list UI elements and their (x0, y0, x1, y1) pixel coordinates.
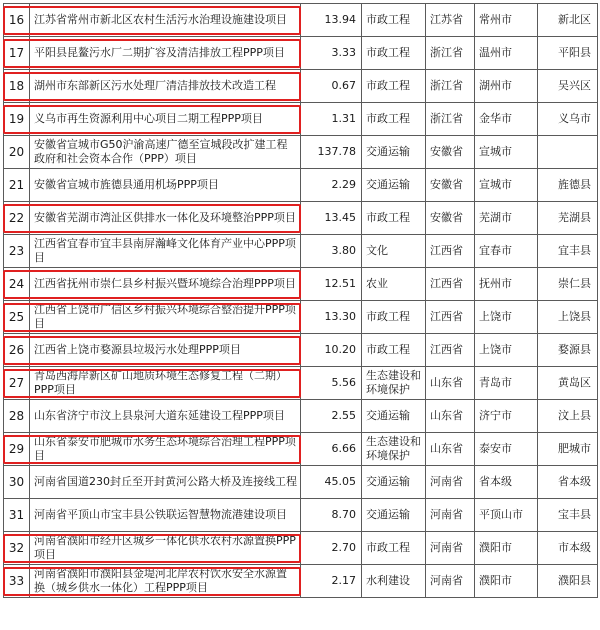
row-number-cell: 26 (4, 334, 30, 367)
province-cell: 山东省 (426, 367, 475, 400)
county-cell: 宝丰县 (538, 499, 598, 532)
city-cell: 温州市 (475, 37, 538, 70)
county-cell: 崇仁县 (538, 268, 598, 301)
industry-category-cell: 交通运输 (362, 136, 426, 169)
table-row (4, 202, 598, 235)
investment-amount-cell: 0.67 (301, 70, 362, 103)
project-name-cell: 义乌市再生资源利用中心项目二期工程PPP项目 (30, 103, 301, 136)
project-name-cell: 安徽省芜湖市湾沚区供排水一体化及环境整治PPP项目 (30, 202, 301, 235)
table-row (4, 103, 598, 136)
project-name-cell: 山东省济宁市汶上县泉河大道东延建设工程PPP项目 (30, 400, 301, 433)
investment-amount-cell: 5.56 (301, 367, 362, 400)
county-cell (538, 136, 598, 169)
project-name-cell: 河南省濮阳市经开区城乡一体化供水农村水源置换PPP项目 (30, 532, 301, 565)
table-row (4, 136, 598, 169)
province-cell: 江西省 (426, 268, 475, 301)
investment-amount-cell: 45.05 (301, 466, 362, 499)
table-row (4, 400, 598, 433)
province-cell: 河南省 (426, 466, 475, 499)
project-name-cell: 湖州市东部新区污水处理厂清洁排放技术改造工程 (30, 70, 301, 103)
project-name-cell: 安徽省宣城市G50沪渝高速广德至宣城段改扩建工程政府和社会资本合作（PPP）项目 (30, 136, 301, 169)
city-cell: 平顶山市 (475, 499, 538, 532)
industry-category-cell: 生态建设和环境保护 (362, 433, 426, 466)
row-number-cell: 18 (4, 70, 30, 103)
county-cell: 市本级 (538, 532, 598, 565)
project-name-cell: 平阳县昆鳌污水厂二期扩容及清洁排放工程PPP项目 (30, 37, 301, 70)
industry-category-cell: 市政工程 (362, 4, 426, 37)
row-number-cell: 17 (4, 37, 30, 70)
table-row (4, 4, 598, 37)
city-cell: 省本级 (475, 466, 538, 499)
table-row (4, 169, 598, 202)
row-number-cell: 32 (4, 532, 30, 565)
table-row (4, 466, 598, 499)
project-name-cell: 江西省宜春市宜丰县南屏瀚峰文化体育产业中心PPP项目 (30, 235, 301, 268)
province-cell: 江西省 (426, 334, 475, 367)
industry-category-cell: 市政工程 (362, 532, 426, 565)
county-cell: 黄岛区 (538, 367, 598, 400)
city-cell: 泰安市 (475, 433, 538, 466)
city-cell: 芜湖市 (475, 202, 538, 235)
county-cell: 平阳县 (538, 37, 598, 70)
city-cell: 宣城市 (475, 136, 538, 169)
table-row (4, 235, 598, 268)
investment-amount-cell: 2.29 (301, 169, 362, 202)
county-cell: 芜湖县 (538, 202, 598, 235)
row-number-cell: 29 (4, 433, 30, 466)
project-name-cell: 江西省上饶市广信区乡村振兴环境综合整治提升PPP项目 (30, 301, 301, 334)
project-name-cell: 河南省濮阳市濮阳县金堤河北岸农村饮水安全水源置换（城乡供水一体化）工程PPP项目 (30, 565, 301, 598)
province-cell: 河南省 (426, 565, 475, 598)
province-cell: 安徽省 (426, 202, 475, 235)
table-row (4, 301, 598, 334)
project-name-cell: 江西省抚州市崇仁县乡村振兴暨环境综合治理PPP项目 (30, 268, 301, 301)
city-cell: 湖州市 (475, 70, 538, 103)
investment-amount-cell: 13.45 (301, 202, 362, 235)
industry-category-cell: 市政工程 (362, 202, 426, 235)
city-cell: 青岛市 (475, 367, 538, 400)
industry-category-cell: 交通运输 (362, 466, 426, 499)
project-table-body (4, 4, 598, 598)
county-cell: 旌德县 (538, 169, 598, 202)
project-name-cell: 安徽省宣城市旌德县通用机场PPP项目 (30, 169, 301, 202)
project-name-cell: 江西省上饶市婺源县垃圾污水处理PPP项目 (30, 334, 301, 367)
province-cell: 山东省 (426, 433, 475, 466)
investment-amount-cell: 6.66 (301, 433, 362, 466)
province-cell: 浙江省 (426, 70, 475, 103)
investment-amount-cell: 2.17 (301, 565, 362, 598)
row-number-cell: 23 (4, 235, 30, 268)
investment-amount-cell: 1.31 (301, 103, 362, 136)
project-name-cell: 江苏省常州市新北区农村生活污水治理设施建设项目 (30, 4, 301, 37)
industry-category-cell: 文化 (362, 235, 426, 268)
province-cell: 江西省 (426, 301, 475, 334)
table-row (4, 367, 598, 400)
industry-category-cell: 交通运输 (362, 169, 426, 202)
row-number-cell: 19 (4, 103, 30, 136)
row-number-cell: 27 (4, 367, 30, 400)
city-cell: 常州市 (475, 4, 538, 37)
table-row (4, 433, 598, 466)
table-row (4, 268, 598, 301)
investment-amount-cell: 137.78 (301, 136, 362, 169)
city-cell: 抚州市 (475, 268, 538, 301)
county-cell: 汶上县 (538, 400, 598, 433)
province-cell: 浙江省 (426, 37, 475, 70)
province-cell: 安徽省 (426, 136, 475, 169)
province-cell: 江西省 (426, 235, 475, 268)
city-cell: 济宁市 (475, 400, 538, 433)
table-row (4, 37, 598, 70)
city-cell: 濮阳市 (475, 565, 538, 598)
project-name-cell: 河南省国道230封丘至开封黄河公路大桥及连接线工程 (30, 466, 301, 499)
project-name-cell: 河南省平顶山市宝丰县公铁联运智慧物流港建设项目 (30, 499, 301, 532)
industry-category-cell: 市政工程 (362, 37, 426, 70)
county-cell: 新北区 (538, 4, 598, 37)
county-cell: 义乌市 (538, 103, 598, 136)
investment-amount-cell: 12.51 (301, 268, 362, 301)
city-cell: 濮阳市 (475, 532, 538, 565)
row-number-cell: 30 (4, 466, 30, 499)
province-cell: 安徽省 (426, 169, 475, 202)
province-cell: 河南省 (426, 499, 475, 532)
project-name-cell: 山东省泰安市肥城市水务生态环境综合治理工程PPP项目 (30, 433, 301, 466)
city-cell: 金华市 (475, 103, 538, 136)
province-cell: 江苏省 (426, 4, 475, 37)
county-cell: 婺源县 (538, 334, 598, 367)
county-cell: 宜丰县 (538, 235, 598, 268)
province-cell: 河南省 (426, 532, 475, 565)
industry-category-cell: 市政工程 (362, 334, 426, 367)
county-cell: 上饶县 (538, 301, 598, 334)
row-number-cell: 25 (4, 301, 30, 334)
city-cell: 宣城市 (475, 169, 538, 202)
table-row (4, 499, 598, 532)
industry-category-cell: 农业 (362, 268, 426, 301)
row-number-cell: 31 (4, 499, 30, 532)
industry-category-cell: 交通运输 (362, 400, 426, 433)
investment-amount-cell: 10.20 (301, 334, 362, 367)
row-number-cell: 33 (4, 565, 30, 598)
industry-category-cell: 市政工程 (362, 70, 426, 103)
investment-amount-cell: 13.30 (301, 301, 362, 334)
table-row (4, 70, 598, 103)
project-name-cell: 青岛西海岸新区矿山地质环境生态修复工程（二期）PPP项目 (30, 367, 301, 400)
county-cell: 吴兴区 (538, 70, 598, 103)
investment-amount-cell: 3.80 (301, 235, 362, 268)
investment-amount-cell: 2.55 (301, 400, 362, 433)
row-number-cell: 28 (4, 400, 30, 433)
row-number-cell: 22 (4, 202, 30, 235)
city-cell: 上饶市 (475, 301, 538, 334)
table-row (4, 532, 598, 565)
industry-category-cell: 水利建设 (362, 565, 426, 598)
investment-amount-cell: 2.70 (301, 532, 362, 565)
province-cell: 山东省 (426, 400, 475, 433)
industry-category-cell: 市政工程 (362, 301, 426, 334)
row-number-cell: 20 (4, 136, 30, 169)
table-row (4, 565, 598, 598)
project-table (3, 3, 598, 598)
county-cell: 省本级 (538, 466, 598, 499)
industry-category-cell: 生态建设和环境保护 (362, 367, 426, 400)
province-cell: 浙江省 (426, 103, 475, 136)
county-cell: 濮阳县 (538, 565, 598, 598)
city-cell: 上饶市 (475, 334, 538, 367)
investment-amount-cell: 8.70 (301, 499, 362, 532)
city-cell: 宜春市 (475, 235, 538, 268)
industry-category-cell: 市政工程 (362, 103, 426, 136)
industry-category-cell: 交通运输 (362, 499, 426, 532)
project-table-sheet (3, 3, 597, 598)
row-number-cell: 16 (4, 4, 30, 37)
table-row (4, 334, 598, 367)
row-number-cell: 21 (4, 169, 30, 202)
investment-amount-cell: 13.94 (301, 4, 362, 37)
county-cell: 肥城市 (538, 433, 598, 466)
row-number-cell: 24 (4, 268, 30, 301)
investment-amount-cell: 3.33 (301, 37, 362, 70)
